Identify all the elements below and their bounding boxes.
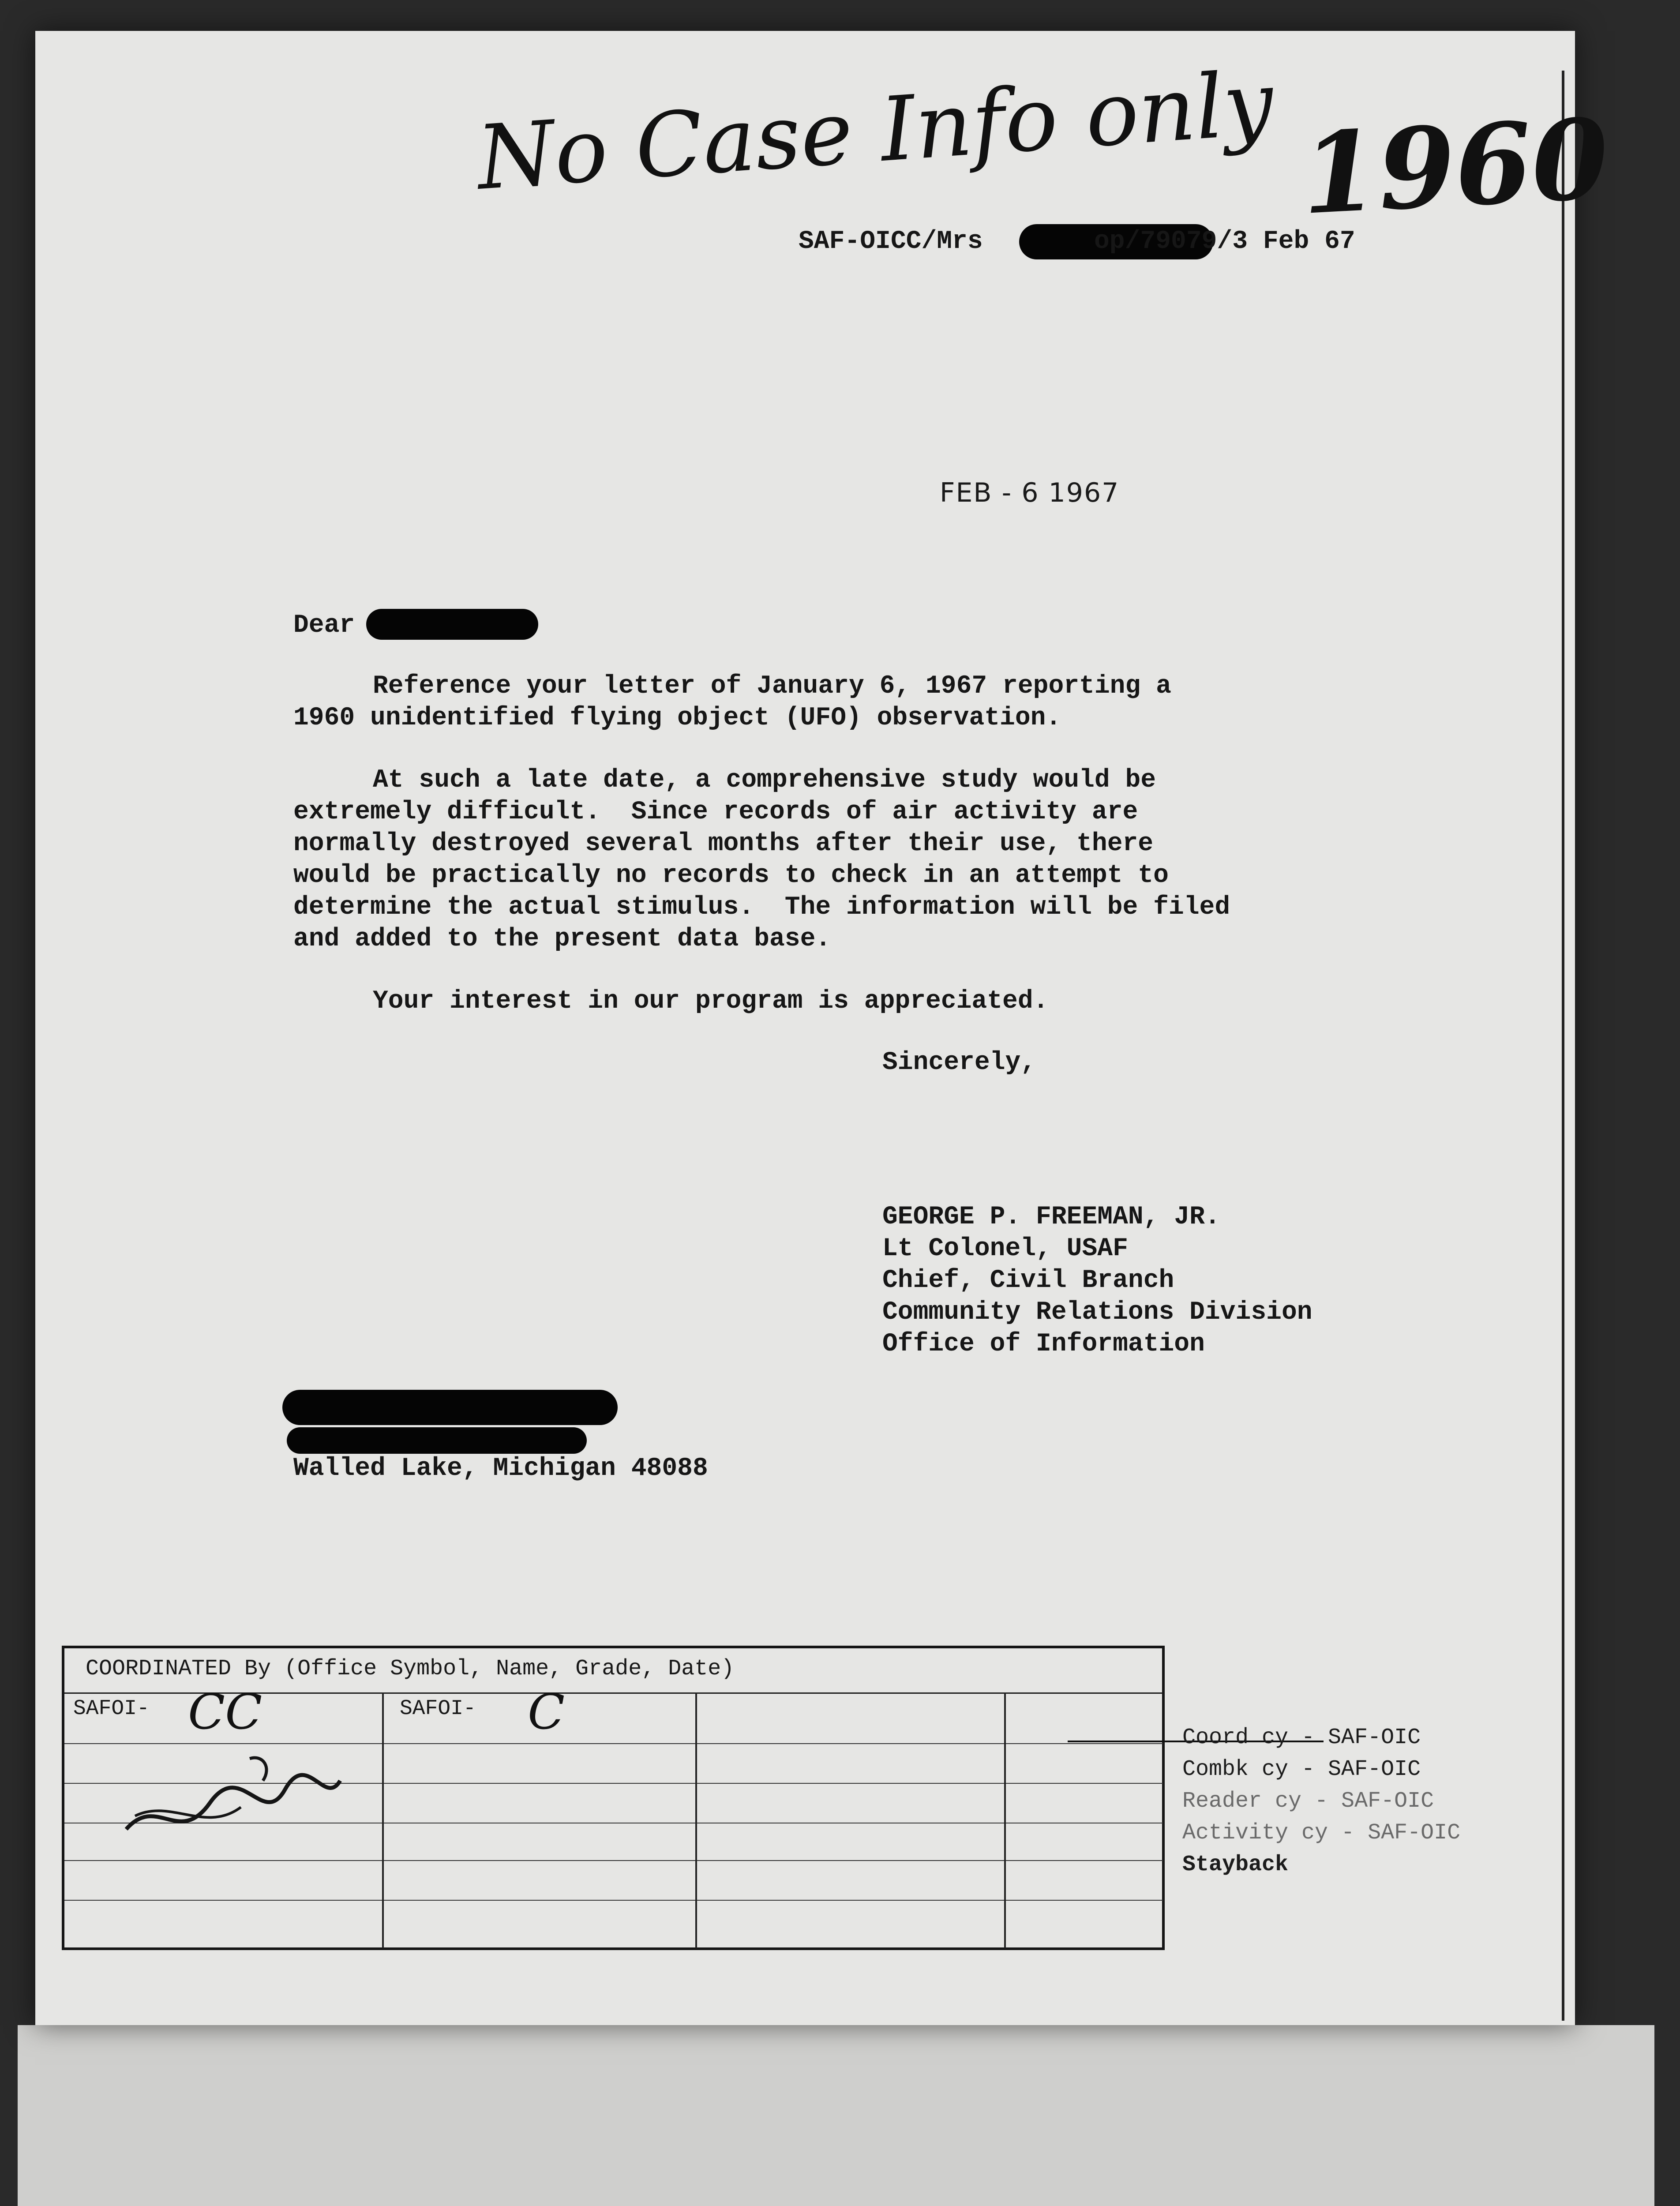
table-rule: [64, 1900, 1163, 1901]
coordination-cell-label: SAFOI-: [400, 1697, 476, 1721]
coordination-header: COORDINATED By (Office Symbol, Name, Grade, Date): [86, 1656, 735, 1681]
body-line: Reference your letter of January 6, 1967 reporting a: [373, 672, 1171, 701]
reference-line-right: op/79079/3 Feb 67: [1094, 227, 1355, 256]
recipient-city: Walled Lake, Michigan 48088: [293, 1454, 708, 1483]
salutation: Dear: [293, 611, 355, 640]
handwritten-note: No Case Info only: [474, 52, 1277, 210]
distribution-item: Combk cy - SAF-OIC: [1182, 1757, 1421, 1782]
redaction-recipient-street: [287, 1427, 587, 1454]
body-line: normally destroyed several months after their use, there: [293, 829, 1154, 858]
body-line: determine the actual stimulus. The information will be filed: [293, 893, 1230, 922]
body-line: extremely difficult. Since records of air activity are: [293, 798, 1138, 826]
closing: Sincerely,: [882, 1048, 1036, 1077]
reference-line-left: SAF-OICC/Mrs: [799, 227, 983, 256]
body-line: At such a late date, a comprehensive study would be: [373, 766, 1156, 795]
page-edge-line: [1562, 71, 1564, 2021]
table-divider: [382, 1692, 384, 1948]
distribution-item: Reader cy - SAF-OIC: [1182, 1789, 1434, 1814]
body-line: would be practically no records to check in an attempt to: [293, 861, 1169, 890]
table-divider: [695, 1692, 697, 1948]
redaction-recipient-name: [282, 1390, 618, 1425]
distribution-item: Activity cy - SAF-OIC: [1182, 1820, 1461, 1846]
handwritten-signature-scribble: [117, 1741, 347, 1851]
signature-line: Lt Colonel, USAF: [882, 1234, 1128, 1263]
body-line: and added to the present data base.: [293, 925, 831, 953]
table-divider: [1004, 1692, 1006, 1948]
signature-line: Community Relations Division: [882, 1298, 1312, 1327]
scan-background-lower: [18, 2025, 1654, 2206]
redaction-salutation-name: [366, 609, 538, 640]
coordination-initials: C: [528, 1684, 565, 1740]
date-stamp: FEB - 6 1967: [940, 477, 1120, 508]
body-paragraph-3: Your interest in our program is appreciated.: [373, 987, 1049, 1016]
distribution-item: Coord cy - SAF-OIC: [1182, 1725, 1421, 1750]
table-rule: [64, 1860, 1163, 1861]
coordination-initials: CC: [188, 1684, 262, 1740]
signature-line: Chief, Civil Branch: [882, 1266, 1174, 1295]
handwritten-year: 1960: [1298, 93, 1612, 240]
signature-line: GEORGE P. FREEMAN, JR.: [882, 1203, 1220, 1231]
body-line: 1960 unidentified flying object (UFO) observation.: [293, 704, 1061, 732]
coordination-table: [62, 1646, 1165, 1950]
signature-line: Office of Information: [882, 1330, 1205, 1358]
coordination-cell-label: SAFOI-: [73, 1697, 150, 1721]
distribution-item: Stayback: [1182, 1852, 1289, 1877]
